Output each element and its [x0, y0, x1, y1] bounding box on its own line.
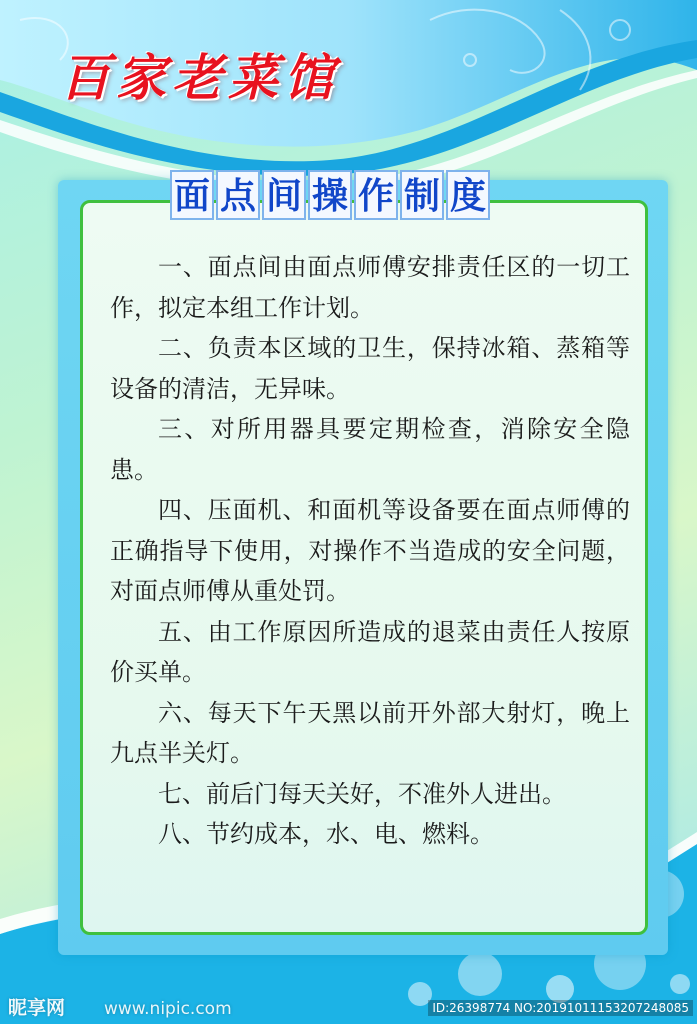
rule-item: 七、前后门每天关好，不准外人进出。 [158, 779, 566, 808]
rule-item: 四、压面机、和面机等设备要在面点师傅的正确指导下使用，对操作不当造成的安全问题，对面点师傅从重处罚。 [110, 496, 630, 605]
title-char: 操 [308, 170, 352, 220]
rule-item: 八、节约成本，水、电、燃料。 [158, 820, 494, 848]
rule-item: 二、负责本区域的卫生，保持冰箱、蒸箱等设备的清洁，无异味。 [110, 334, 630, 403]
rules-list [110, 247, 630, 855]
watermark-bar [0, 994, 697, 1024]
title-char: 制 [400, 170, 444, 220]
title-char: 间 [262, 170, 306, 220]
watermark-logo: 昵享网 [8, 997, 66, 1019]
title-char: 点 [216, 170, 260, 220]
title-char: 作 [354, 170, 398, 220]
watermark-id: ID:26398774 NO:20191011153207248085 [428, 1000, 693, 1016]
restaurant-name: 百家老菜馆 [60, 49, 340, 107]
rule-item: 一、面点间由面点师傅安排责任区的一切工作，拟定本组工作计划。 [110, 253, 630, 322]
page-title [170, 170, 490, 220]
rule-item: 三、对所用器具要定期检查，消除安全隐患。 [110, 415, 630, 484]
watermark-url: www.nipic.com [104, 999, 232, 1019]
rule-item: 六、每天下午天黑以前开外部大射灯，晚上九点半关灯。 [110, 698, 630, 767]
title-char: 面 [170, 170, 214, 220]
rule-item: 五、由工作原因所造成的退菜由责任人按原价买单。 [110, 617, 630, 686]
title-char: 度 [446, 170, 490, 220]
